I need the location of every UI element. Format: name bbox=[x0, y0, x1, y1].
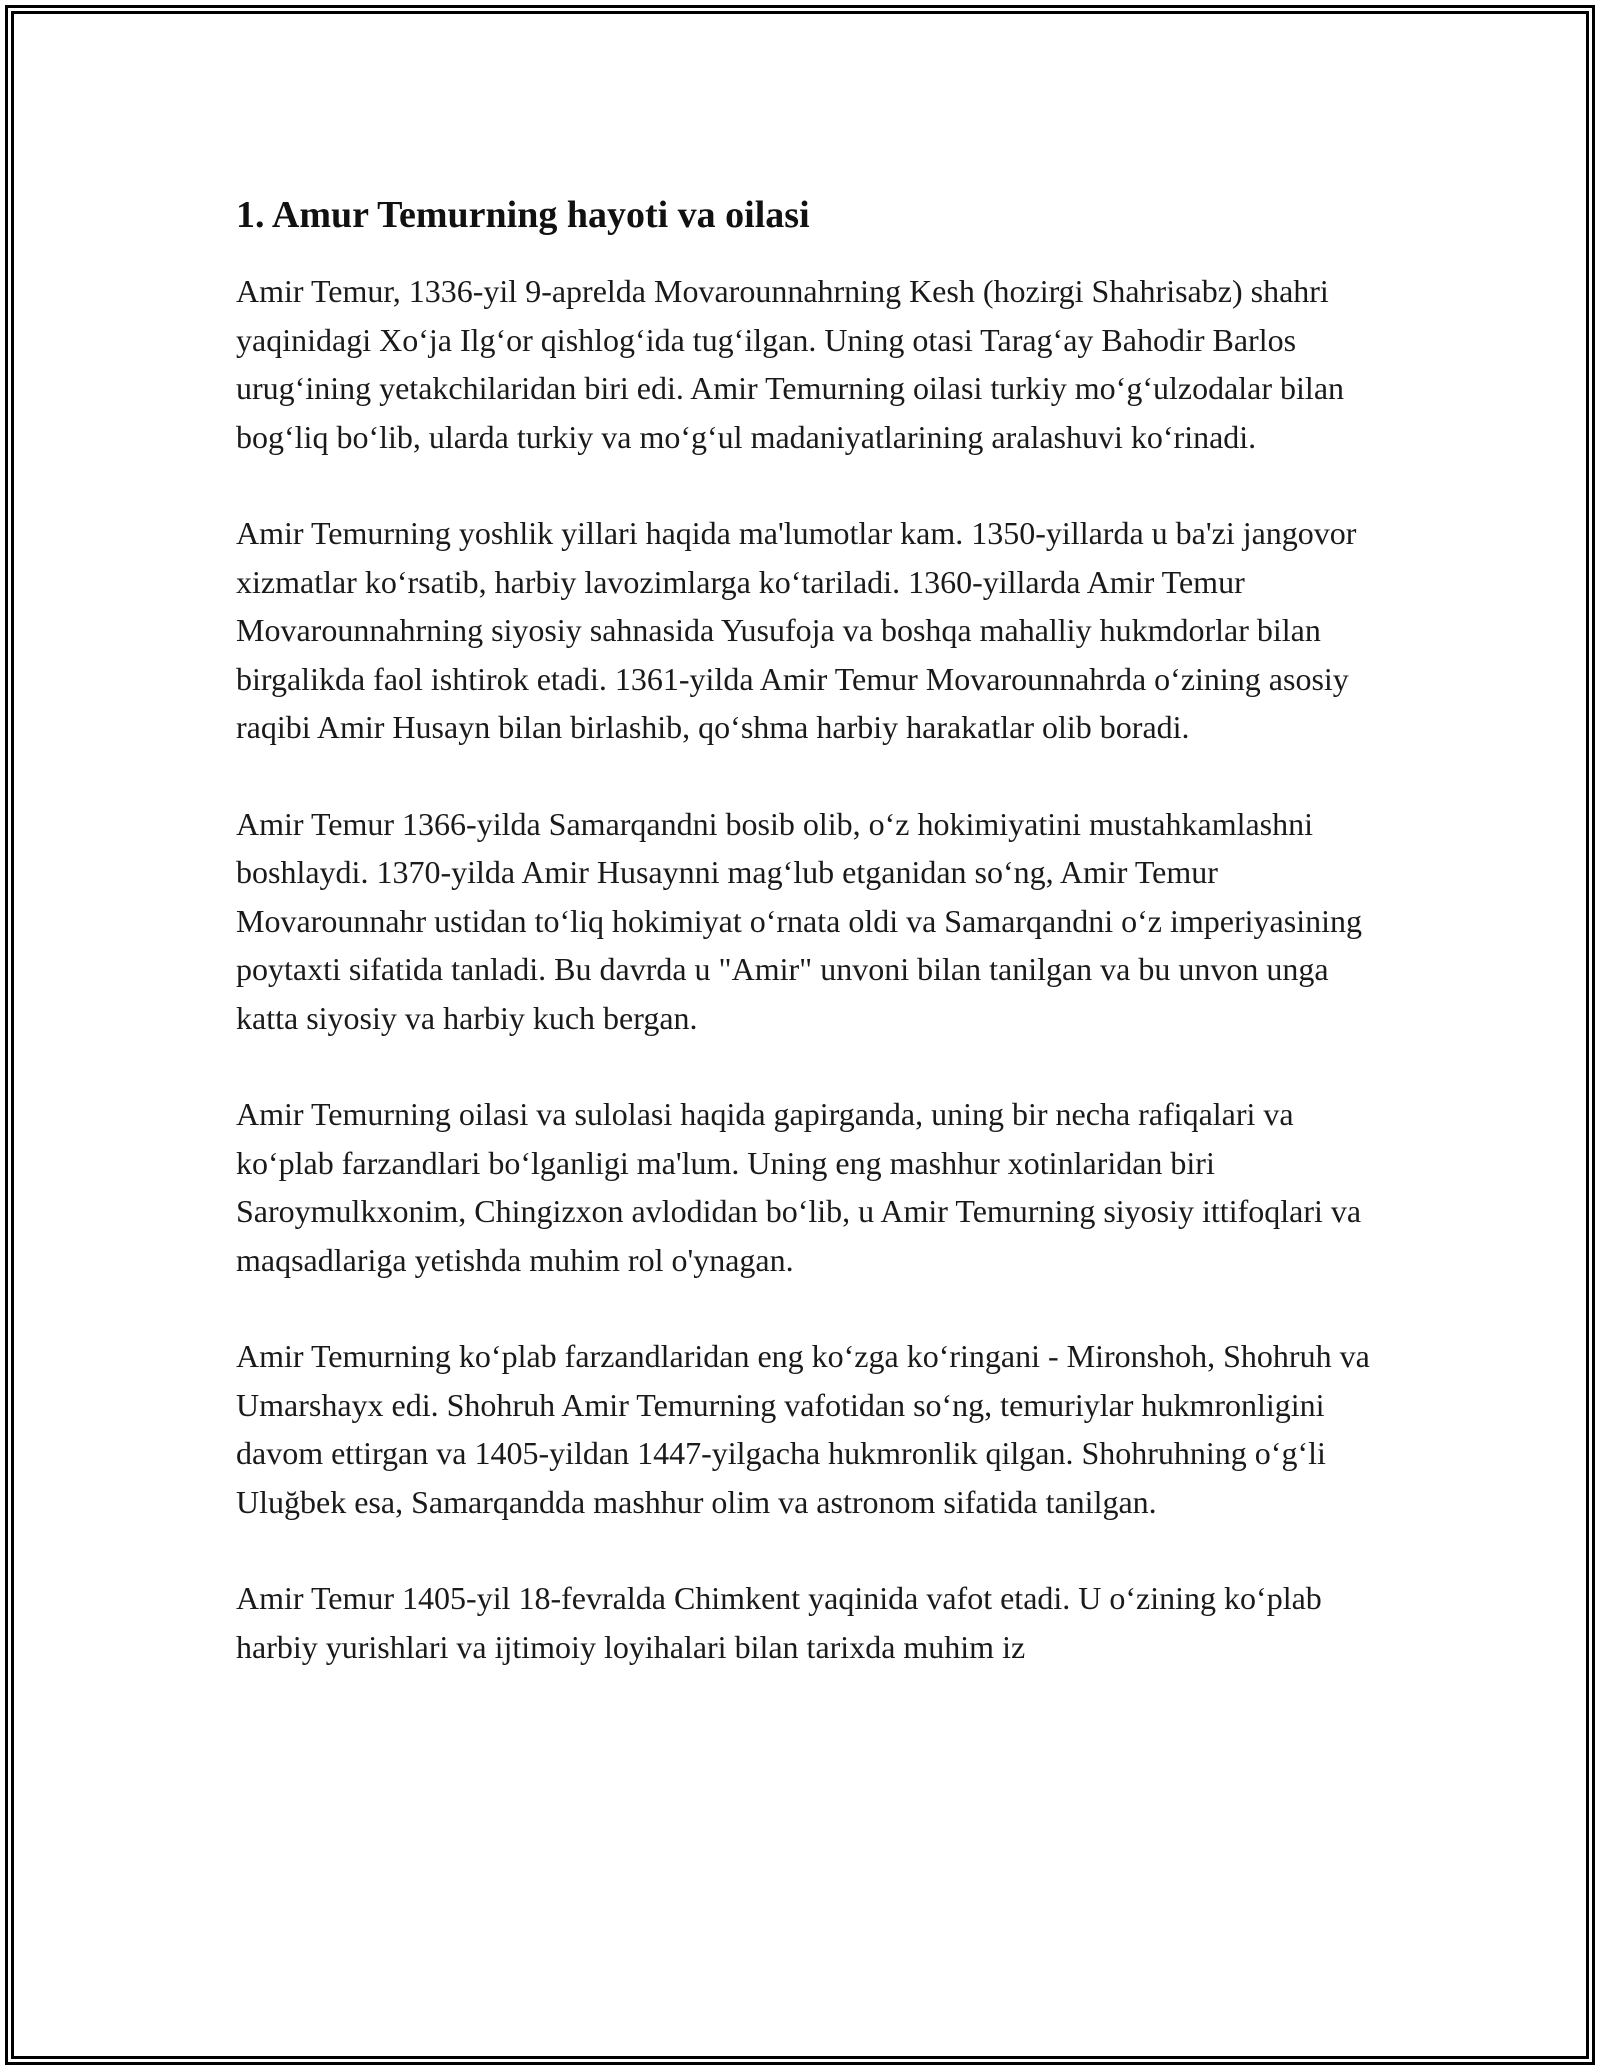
document-body bbox=[236, 190, 1376, 1719]
paragraph-birth-and-family: Amir Temur, 1336-yil 9-aprelda Movarounnahrning Kesh (hozirgi Shahrisabz) shahri yaqinidagi Xo‘ja Ilg‘or qishlog‘ida tug‘ilgan. Uning otasi Tarag‘ay Bahodir Barlos urug‘ining yetakchilaridan biri edi. Amir Temurning oilasi turkiy mo‘g‘ulzodalar bilan bog‘liq bo‘lib, ularda turkiy va mo‘g‘ul madaniyatlarining aralashuvi ko‘rinadi. bbox=[236, 273, 1345, 455]
paragraph-death: Amir Temur 1405-yil 18-fevralda Chimkent yaqinida vafot etadi. U o‘zining ko‘plab harbiy yurishlari va ijtimoiy loyihalari bilan tarixda muhim iz bbox=[236, 1580, 1322, 1665]
paragraph-rise-to-power: Amir Temur 1366-yilda Samarqandni bosib olib, o‘z hokimiyatini mustahkamlashni boshlaydi. 1370-yilda Amir Husaynni mag‘lub etganidan so‘ng, Amir Temur Movarounnahr ustidan to‘liq hokimiyat o‘rnata oldi va Samarqandni o‘z imperiyasining poytaxti sifatida tanladi. Bu davrda u "Amir" unvoni bilan tanilgan va bu unvon unga katta siyosiy va harbiy kuch bergan. bbox=[236, 805, 1362, 1036]
paragraph-wives: Amir Temurning oilasi va sulolasi haqida gapirganda, uning bir necha rafiqalari va ko‘plab farzandlari bo‘lganligi ma'lum. Uning eng mashhur xotinlaridan biri Saroymulkxonim, Chingizxon avlodidan bo‘lib, u Amir Temurning siyosiy ittifoqlari va maqsadlariga yetishda muhim rol o'ynagan. bbox=[236, 1096, 1362, 1278]
paragraph-children: Amir Temurning ko‘plab farzandlaridan eng ko‘zga ko‘ringani - Mironshoh, Shohruh va Umarshayx edi. Shohruh Amir Temurning vafotidan so‘ng, temuriylar hukmronligini davom ettirgan va 1405-yildan 1447-yilgacha hukmronlik qilgan. Shohruhning o‘g‘li Uluğbek esa, Samarqandda mashhur olim va astronom sifatida tanilgan. bbox=[236, 1338, 1370, 1520]
section-heading: 1. Amur Temurning hayoti va oilasi bbox=[236, 194, 810, 236]
paragraph-youth: Amir Temurning yoshlik yillari haqida ma'lumotlar kam. 1350-yillarda u ba'zi jangovor xizmatlar ko‘rsatib, harbiy lavozimlarga ko‘tariladi. 1360-yillarda Amir Temur Movarounnahrning siyosiy sahnasida Yusufoja va boshqa mahalliy hukmdorlar bilan birgalikda faol ishtirok etadi. 1361-yilda Amir Temur Movarounnahrda o‘zining asosiy raqibi Amir Husayn bilan birlashib, qo‘shma harbiy harakatlar olib boradi. bbox=[236, 515, 1357, 745]
